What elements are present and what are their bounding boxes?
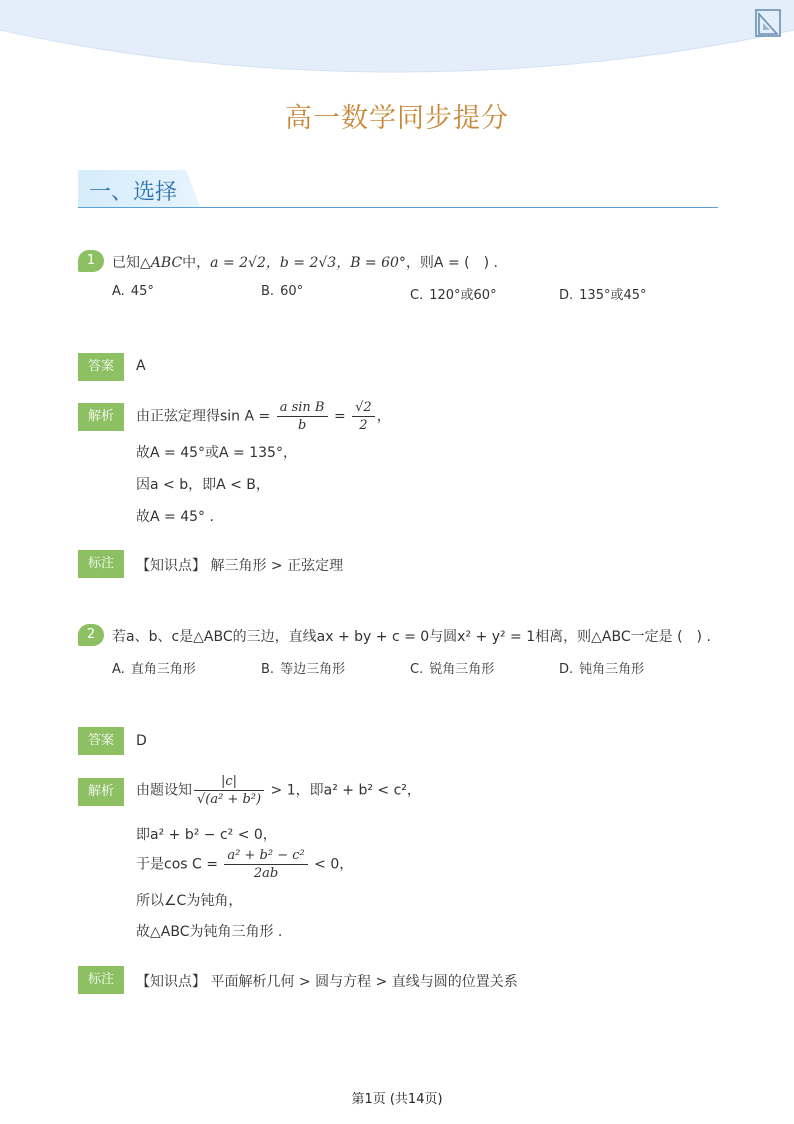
option-c[interactable]: C. 锐角三角形 (410, 662, 495, 677)
fraction: $\frac{\text{a² + b² − c²}}{2ab}$ (224, 848, 307, 881)
section-header (78, 170, 718, 210)
option-a[interactable]: A. 45° (112, 284, 154, 299)
fraction: $\frac{\text{a sin B}}{b}$ (277, 400, 328, 433)
option-b[interactable]: B. 60° (261, 284, 304, 299)
analysis-tag: 解析 (78, 403, 124, 431)
note-tag: 标注 (78, 966, 124, 994)
question-text: 已知△ABC中，a = 2√2，b = 2√3，B = 60°，则A = ( ) . (112, 255, 498, 271)
analysis-line-3: 于是cos C = $\frac{\text{a² + b² − c²}}{2ab}$ < 0， (136, 848, 354, 881)
question-number: 1 (78, 250, 104, 272)
section-divider (78, 207, 718, 208)
option-c[interactable]: C. 120°或60° (410, 288, 497, 303)
fraction: $\frac{√2}{2}$ (352, 400, 375, 433)
knowledge-point: 【知识点】 解三角形 > 正弦定理 (136, 558, 344, 574)
analysis-line-4: 故A = 45° . (136, 509, 214, 525)
knowledge-point: 【知识点】 平面解析几何 > 圆与方程 > 直线与圆的位置关系 (136, 974, 518, 990)
answer-tag: 答案 (78, 353, 124, 381)
section-title: 一、选择 (89, 180, 178, 205)
header-arc (0, 0, 794, 80)
analysis-tag: 解析 (78, 778, 124, 806)
answer-tag: 答案 (78, 727, 124, 755)
analysis-line-5: 故△ABC为钝角三角形 . (136, 924, 283, 940)
analysis-line-2: 故A = 45°或A = 135°， (136, 445, 297, 461)
answer-value: A (136, 358, 146, 374)
question-text: 若a、b、c是△ABC的三边，直线ax + by + c = 0与圆x² + y² = 1相离，则△ABC一定是 ( ) . (112, 629, 711, 645)
option-b[interactable]: B. 等边三角形 (261, 662, 346, 677)
answer-value: D (136, 733, 147, 749)
fraction: $\frac{|c|}{\text{√(a² + b²)}}$ (194, 774, 264, 807)
option-a[interactable]: A. 直角三角形 (112, 662, 196, 677)
analysis-line-2: 即a² + b² − c² < 0， (136, 827, 277, 843)
page-title: 高一数学同步提分 (285, 103, 509, 134)
analysis-line-1: 由正弦定理得sin A = $\frac{\text{a sin B}}{b}$ = $\frac{√2}{2}$ ， (136, 400, 391, 433)
page-footer: 第1页 (共14页) (351, 1092, 443, 1107)
option-d[interactable]: D. 135°或45° (559, 288, 647, 303)
analysis-line-4: 所以∠C为钝角， (136, 893, 243, 909)
analysis-line-1: 由题设知 $\frac{|c|}{\text{√(a² + b²)}}$ > 1，即a² + b² < c²， (136, 774, 421, 807)
option-d[interactable]: D. 钝角三角形 (559, 662, 645, 677)
note-tag: 标注 (78, 550, 124, 578)
options (112, 284, 712, 304)
question-number: 2 (78, 624, 104, 646)
logo-icon (754, 8, 784, 40)
analysis-line-3: 因a < b，即A < B， (136, 477, 270, 493)
options (112, 658, 712, 678)
